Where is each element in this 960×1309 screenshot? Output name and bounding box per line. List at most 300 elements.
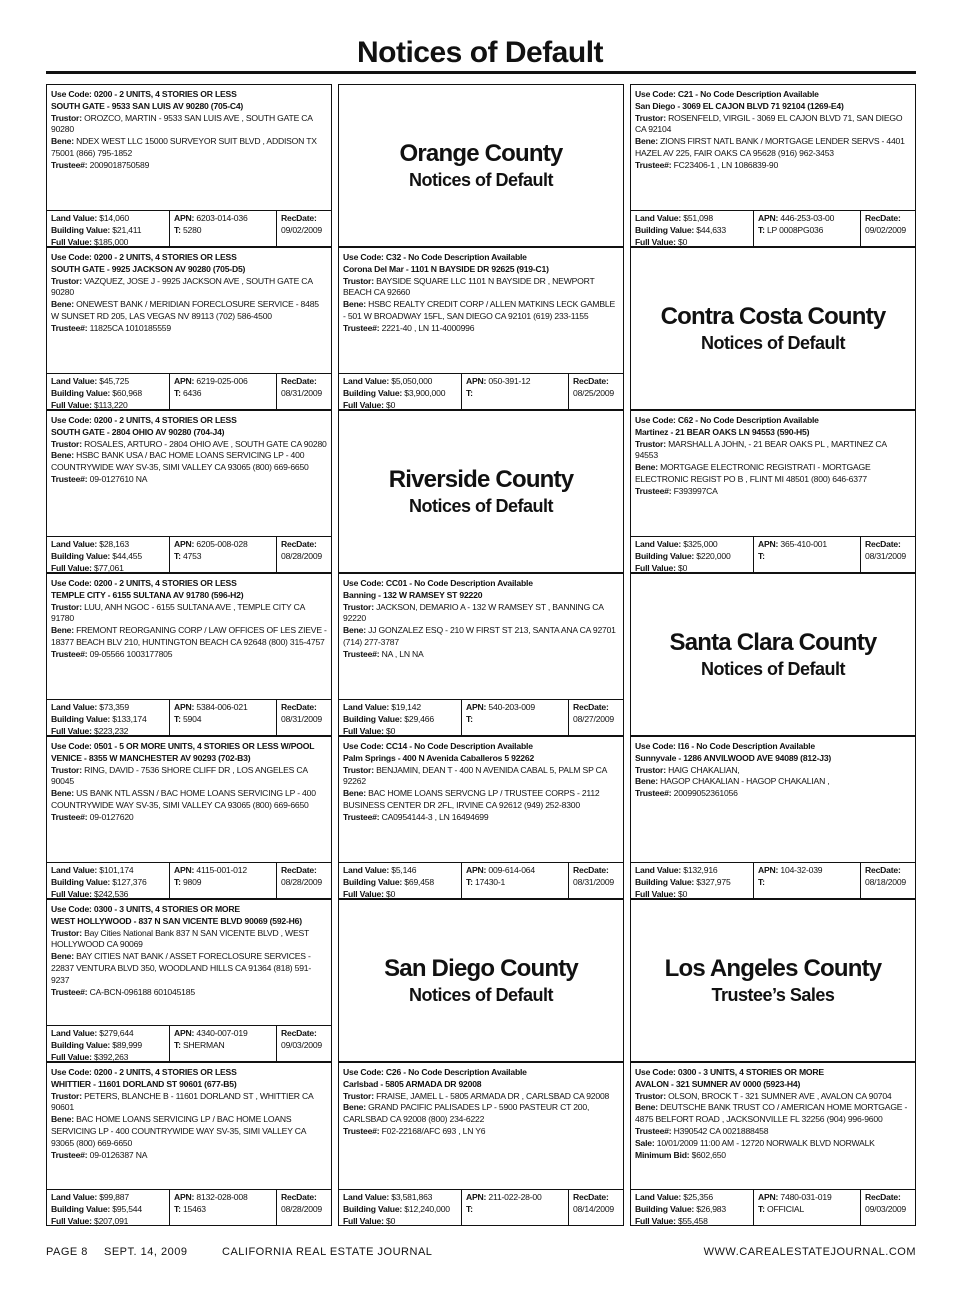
column-2 (338, 84, 624, 1231)
building-value-label: Building Value: (343, 1203, 403, 1214)
full-value-value: $0 (385, 399, 396, 410)
tract-label: T: (758, 550, 765, 561)
trustor-value: RING, DAVID - 7536 SHORE CLIFF DR , LOS ANGELES CA 90045 (51, 764, 308, 787)
apn-value: 4340-007-019 (196, 1028, 248, 1038)
beneficiary-value: BAY CITIES NAT BANK / ASSET FORECLOSURE SERVICES - 22837 VENTURA BLVD 350, WOODLAND HILLS CA 91364 (818) 591-9237 (51, 951, 312, 985)
land-value-value: $3,581,863 (391, 1192, 433, 1202)
tract (174, 877, 276, 889)
column-3 (630, 84, 916, 1231)
recdate-value: 08/27/2009 (573, 713, 615, 724)
recdate-label (573, 702, 623, 714)
land-value-value: $51,098 (683, 213, 713, 223)
full-value (635, 889, 753, 899)
trustee-number-label: Trustee#: (635, 1125, 672, 1136)
trustee-number (635, 486, 911, 498)
full-value (635, 563, 753, 573)
page-title: Notices of Default (356, 36, 604, 69)
trustor-value: FRAISE, JAMEL L - 5805 ARMADA DR , CARLSBAD CA 92008 (376, 1090, 610, 1101)
apn-block (170, 211, 277, 246)
footer-journal-name: CALIFORNIA REAL ESTATE JOURNAL (222, 1246, 433, 1258)
apn-value: 104-32-039 (780, 865, 823, 875)
county-header (630, 899, 916, 1062)
use-code-value: Use Code: 0200 - 2 UNITS, 4 STORIES OR LESS (51, 578, 237, 588)
trustor-label: Trustor: (635, 764, 666, 775)
trustee-number-label: Trustee#: (635, 159, 672, 170)
recdate-label (281, 539, 331, 551)
trustee-number-value: F393997CA (673, 485, 718, 496)
use-code-value: Use Code: 0200 - 2 UNITS, 4 STORIES OR LESS (51, 1067, 237, 1077)
use-code-value: Use Code: 0501 - 5 OR MORE UNITS, 4 STORIES OR LESS W/POOL (51, 741, 315, 751)
building-value-value: $133,174 (112, 713, 147, 724)
recdate-label-text: RecDate: (281, 1028, 317, 1038)
apn (466, 1192, 568, 1204)
notice-grid (46, 84, 916, 1231)
trustor (343, 276, 619, 300)
tract (466, 388, 568, 400)
values-block (47, 700, 170, 735)
trustor (51, 602, 327, 626)
notice-listing (46, 573, 332, 736)
trustor-label: Trustor: (343, 1090, 374, 1101)
full-value-value: $392,263 (93, 1051, 129, 1062)
full-value-label: Full Value: (51, 1051, 92, 1062)
property-address-value: San Diego - 3069 EL CAJON BLVD 71 92104 (1269-E4) (635, 100, 844, 111)
beneficiary-label: Bene: (51, 136, 74, 147)
land-value (51, 213, 169, 225)
beneficiary (51, 136, 327, 160)
full-value-value: $0 (677, 562, 688, 573)
tract (758, 877, 860, 889)
building-value-label: Building Value: (51, 1203, 111, 1214)
recdate-value: 08/31/2009 (281, 387, 323, 398)
building-value-label: Building Value: (343, 387, 403, 398)
notice-values (339, 699, 623, 735)
apn-block (754, 537, 861, 572)
recdate-value: 09/02/2009 (281, 224, 323, 235)
values-block (47, 863, 170, 898)
building-value-label: Building Value: (51, 550, 111, 561)
notice-body (47, 248, 331, 335)
use-code (51, 252, 327, 264)
trustee-number (343, 1126, 619, 1138)
column-1 (46, 84, 332, 1231)
full-value-label: Full Value: (51, 562, 92, 573)
trustor (343, 602, 619, 626)
county-header (338, 84, 624, 247)
full-value-label: Full Value: (635, 1215, 676, 1226)
trustor-value: HAIG CHAKALIAN, (668, 764, 740, 775)
trustor-label: Trustor: (343, 275, 374, 286)
recdate-label (573, 376, 623, 388)
tract-label: T: (758, 224, 765, 235)
property-address-value: Corona Del Mar - 1101 N BAYSIDE DR 92625 (919-C1) (343, 263, 549, 274)
trustee-number-value: 20099052361056 (673, 788, 738, 799)
trustor (343, 765, 619, 789)
apn-label: APN: (758, 865, 779, 875)
trustor-label: Trustor: (51, 1090, 82, 1101)
apn-block (462, 863, 569, 898)
building-value (51, 225, 169, 237)
use-code (343, 741, 619, 753)
trustor-label: Trustor: (51, 112, 82, 123)
values-block (339, 374, 462, 409)
use-code-value: Use Code: 0300 - 3 UNITS, 4 STORIES OR MORE (51, 904, 240, 914)
beneficiary-label: Bene: (635, 136, 658, 147)
notice-values (339, 862, 623, 898)
recdate-label (281, 376, 331, 388)
full-value-value: $0 (385, 1215, 396, 1226)
notice-body (339, 737, 623, 824)
notice-listing (46, 410, 332, 573)
notice-listing (338, 736, 624, 899)
apn-label: APN: (758, 213, 779, 223)
use-code (343, 1067, 619, 1079)
recdate-label (281, 1192, 331, 1204)
beneficiary-value: HSBC BANK USA / BAC HOME LOANS SERVICING LP - 400 COUNTRYWIDE WAY SV-35, SIMI VALLEY CA 93065 (800) 669-6650 (51, 450, 309, 473)
recdate-label (281, 1028, 331, 1040)
recdate-value: 08/31/2009 (281, 713, 323, 724)
trustee-number (51, 812, 327, 824)
trustee-number (51, 987, 327, 999)
notice-values (47, 1025, 331, 1061)
notice-body (47, 574, 331, 661)
apn (466, 376, 568, 388)
beneficiary-value: HAGOP CHAKALIAN - HAGOP CHAKALIAN , (660, 776, 830, 787)
notice-values (339, 373, 623, 409)
recdate-block (277, 700, 331, 735)
notice-values (47, 210, 331, 246)
recdate-value: 08/31/2009 (573, 876, 615, 887)
notice-body (47, 737, 331, 824)
use-code (343, 578, 619, 590)
sale-info-label: Sale: (635, 1137, 655, 1148)
tract-label: T: (174, 1203, 181, 1214)
recdate-label (573, 1192, 623, 1204)
land-value (343, 702, 461, 714)
tract (174, 714, 276, 726)
county-subtitle: Notices of Default (408, 169, 554, 190)
beneficiary-label: Bene: (51, 788, 74, 799)
apn-value: 009-614-064 (488, 865, 535, 875)
apn-label: APN: (466, 376, 487, 386)
land-value (51, 376, 169, 388)
county-name: Riverside County (388, 465, 574, 493)
tract-value: 4753 (182, 550, 202, 561)
values-block (339, 863, 462, 898)
tract-value: 5280 (182, 224, 202, 235)
tract-label: T: (758, 1203, 765, 1214)
notice-body (339, 1063, 623, 1138)
building-value-label: Building Value: (635, 550, 695, 561)
full-value-value: $207,091 (93, 1215, 129, 1226)
notice-body (47, 85, 331, 172)
apn-block (754, 863, 861, 898)
trustor-label: Trustor: (343, 764, 374, 775)
recdate-label (865, 539, 915, 551)
beneficiary (635, 136, 911, 160)
trustor (635, 1091, 911, 1103)
beneficiary-label: Bene: (343, 1102, 366, 1113)
trustee-number-label: Trustee#: (343, 648, 380, 659)
trustor (51, 928, 327, 952)
building-value (51, 1040, 169, 1052)
apn (758, 1192, 860, 1204)
full-value-label: Full Value: (635, 562, 676, 573)
apn-label: APN: (466, 702, 487, 712)
trustee-number-label: Trustee#: (343, 811, 380, 822)
title-rule (46, 71, 916, 74)
property-address (51, 916, 327, 928)
values-block (339, 1190, 462, 1225)
trustee-number (343, 812, 619, 824)
land-value-label: Land Value: (51, 376, 98, 386)
beneficiary (51, 299, 327, 323)
land-value-value: $101,174 (99, 865, 134, 875)
trustee-number-label: Trustee#: (51, 322, 88, 333)
notice-listing (46, 899, 332, 1062)
full-value (51, 1216, 169, 1226)
building-value-label: Building Value: (51, 713, 111, 724)
recdate-label (865, 865, 915, 877)
apn (174, 865, 276, 877)
recdate-label (573, 865, 623, 877)
tract (466, 877, 568, 889)
values-block (47, 1190, 170, 1225)
trustee-number-label: Trustee#: (343, 322, 380, 333)
full-value (51, 889, 169, 899)
recdate-value: 09/02/2009 (865, 224, 907, 235)
apn-block (170, 1190, 277, 1225)
trustor-value: BAYSIDE SQUARE LLC 1101 N BAYSIDE DR , NEWPORT BEACH CA 92660 (343, 275, 595, 298)
apn (174, 376, 276, 388)
apn (174, 1028, 276, 1040)
tract-label: T: (466, 876, 473, 887)
building-value (635, 877, 753, 889)
building-value-value: $26,983 (696, 1203, 726, 1214)
recdate-label-text: RecDate: (865, 213, 901, 223)
trustor-label: Trustor: (51, 601, 82, 612)
use-code-value: Use Code: 0300 - 3 UNITS, 4 STORIES OR MORE (635, 1067, 824, 1077)
full-value-label: Full Value: (343, 399, 384, 410)
land-value-label: Land Value: (635, 865, 682, 875)
trustor-label: Trustor: (51, 275, 82, 286)
land-value-value: $28,163 (99, 539, 129, 549)
use-code-value: Use Code: C62 - No Code Description Available (635, 415, 819, 425)
land-value-label: Land Value: (51, 865, 98, 875)
trustor (51, 765, 327, 789)
apn-value: 4115-001-012 (196, 865, 247, 875)
building-value-value: $69,458 (404, 876, 434, 887)
apn (466, 702, 568, 714)
recdate-value: 08/28/2009 (281, 876, 323, 887)
apn-value: 365-410-001 (780, 539, 827, 549)
recdate-block (277, 537, 331, 572)
land-value-label: Land Value: (343, 702, 390, 712)
land-value-value: $73,359 (99, 702, 129, 712)
recdate-block (277, 374, 331, 409)
apn (466, 865, 568, 877)
building-value-value: $3,900,000 (404, 387, 446, 398)
property-address (51, 753, 327, 765)
notice-body (339, 574, 623, 661)
county-name: Santa Clara County (669, 628, 877, 656)
apn-value: 8132-028-008 (196, 1192, 248, 1202)
footer-website: WWW.CAREALESTATEJOURNAL.COM (703, 1246, 916, 1258)
beneficiary-label: Bene: (343, 788, 366, 799)
property-address-value: SOUTH GATE - 9533 SAN LUIS AV 90280 (705-C4) (51, 100, 244, 111)
recdate-value: 08/31/2009 (865, 550, 907, 561)
apn-label: APN: (466, 1192, 487, 1202)
recdate-label-text: RecDate: (573, 1192, 609, 1202)
recdate-label-text: RecDate: (865, 539, 901, 549)
beneficiary (343, 1102, 619, 1126)
recdate-label-text: RecDate: (281, 865, 317, 875)
use-code-value: Use Code: I16 - No Code Description Available (635, 741, 815, 751)
tract (174, 225, 276, 237)
recdate-block (569, 1190, 623, 1225)
trustor-label: Trustor: (343, 601, 374, 612)
recdate-label-text: RecDate: (281, 376, 317, 386)
trustee-number-label: Trustee#: (51, 159, 88, 170)
full-value-value: $223,232 (93, 725, 129, 736)
notice-body (631, 85, 915, 172)
tract (466, 1204, 568, 1216)
trustee-number (343, 323, 619, 335)
land-value (635, 539, 753, 551)
building-value-label: Building Value: (343, 876, 403, 887)
property-address (51, 1079, 327, 1091)
land-value-label: Land Value: (635, 1192, 682, 1202)
trustee-number-value: CA-BCN-096188 601045185 (89, 986, 195, 997)
beneficiary-label: Bene: (343, 299, 366, 310)
trustor-label: Trustor: (635, 112, 666, 123)
land-value-label: Land Value: (343, 865, 390, 875)
notice-values (47, 699, 331, 735)
trustor-value: JACKSON, DEMARIO A - 132 W RAMSEY ST , BANNING CA 92220 (343, 601, 604, 624)
land-value-value: $14,060 (99, 213, 129, 223)
apn (758, 539, 860, 551)
trustor-value: MARSHALL A JOHN, - 21 BEAR OAKS PL , MARTINEZ CA 94553 (635, 438, 887, 461)
recdate-label (865, 213, 915, 225)
building-value-label: Building Value: (635, 224, 695, 235)
recdate-label (281, 865, 331, 877)
notice-values (47, 373, 331, 409)
property-address (343, 1079, 619, 1091)
apn-label: APN: (758, 1192, 779, 1202)
beneficiary (343, 788, 619, 812)
recdate-block (277, 211, 331, 246)
notice-body (631, 1063, 915, 1161)
tract-label: T: (466, 1203, 473, 1214)
land-value (51, 539, 169, 551)
county-subtitle: Notices of Default (408, 984, 554, 1005)
building-value-label: Building Value: (51, 876, 111, 887)
trustor (51, 276, 327, 300)
beneficiary-value: NDEX WEST LLC 15000 SURVEYOR SUIT BLVD , ADDISON TX 75001 (866) 795-1852 (51, 136, 317, 158)
notice-values (47, 862, 331, 898)
trustor-label: Trustor: (51, 438, 82, 449)
tract-label: T: (174, 387, 181, 398)
full-value (635, 1216, 753, 1226)
land-value-value: $279,644 (99, 1028, 134, 1038)
building-value-value: $29,466 (404, 713, 434, 724)
full-value (343, 726, 461, 736)
trustor-value: ROSALES, ARTURO - 2804 OHIO AVE , SOUTH GATE CA 90280 (84, 438, 327, 449)
full-value (635, 237, 753, 247)
full-value-value: $185,000 (93, 236, 129, 247)
apn-label: APN: (174, 539, 195, 549)
recdate-label (281, 213, 331, 225)
use-code-value: Use Code: C21 - No Code Description Available (635, 89, 819, 99)
recdate-block (277, 1190, 331, 1225)
use-code-value: Use Code: CC14 - No Code Description Available (343, 741, 533, 751)
apn (174, 1192, 276, 1204)
trustee-number (635, 1126, 911, 1138)
trustor (635, 439, 911, 463)
apn-block (170, 700, 277, 735)
beneficiary-label: Bene: (51, 299, 74, 310)
use-code (51, 741, 327, 753)
recdate-block (569, 700, 623, 735)
recdate-value: 09/03/2009 (281, 1039, 323, 1050)
recdate-label-text: RecDate: (865, 1192, 901, 1202)
full-value (343, 1216, 461, 1226)
recdate-label (865, 1192, 915, 1204)
apn-label: APN: (174, 702, 195, 712)
county-header (338, 410, 624, 573)
full-value-label: Full Value: (51, 399, 92, 410)
recdate-block (277, 863, 331, 898)
land-value (51, 702, 169, 714)
notice-listing (338, 1062, 624, 1226)
apn-block (170, 537, 277, 572)
land-value-value: $99,887 (99, 1192, 129, 1202)
trustee-number-value: CA0954144-3 , LN 16494699 (381, 811, 489, 822)
notice-listing (630, 1062, 916, 1226)
tract (174, 1204, 276, 1216)
land-value-value: $5,050,000 (391, 376, 433, 386)
recdate-block (861, 537, 915, 572)
use-code-value: Use Code: CC01 - No Code Description Available (343, 578, 533, 588)
trustor-label: Trustor: (635, 438, 666, 449)
tract-label: T: (466, 713, 473, 724)
recdate-block (861, 211, 915, 246)
apn (174, 539, 276, 551)
tract-value: 15463 (182, 1203, 206, 1214)
building-value-label: Building Value: (51, 1039, 111, 1050)
values-block (631, 537, 754, 572)
land-value-label: Land Value: (51, 1192, 98, 1202)
recdate-label-text: RecDate: (865, 865, 901, 875)
trustor-label: Trustor: (51, 764, 82, 775)
trustor (635, 113, 911, 137)
property-address (343, 753, 619, 765)
full-value-value: $77,061 (93, 562, 124, 573)
beneficiary-value: FREMONT REORGANING CORP / LAW OFFICES OF LES ZIEVE - 18377 BEACH BLV 210, HUNTINGTON BEACH CA 92648 (800) 315-4757 (51, 625, 327, 647)
building-value (343, 388, 461, 400)
full-value-label: Full Value: (51, 725, 92, 736)
property-address (51, 590, 327, 602)
trustee-number-value: 11825CA 1010185559 (89, 322, 171, 333)
beneficiary-label: Bene: (51, 625, 74, 636)
trustee-number-label: Trustee#: (635, 788, 672, 799)
minimum-bid-label: Minimum Bid: (635, 1149, 690, 1160)
beneficiary-value: US BANK NTL ASSN / BAC HOME LOANS SERVICING LP - 400 COUNTRYWIDE WAY SV-35, SIMI VALLEY CA 93065 (800) 669-6650 (51, 788, 316, 810)
recdate-value: 09/03/2009 (865, 1203, 907, 1214)
apn (758, 865, 860, 877)
trustor (51, 439, 327, 451)
tract-label: T: (174, 1039, 181, 1050)
